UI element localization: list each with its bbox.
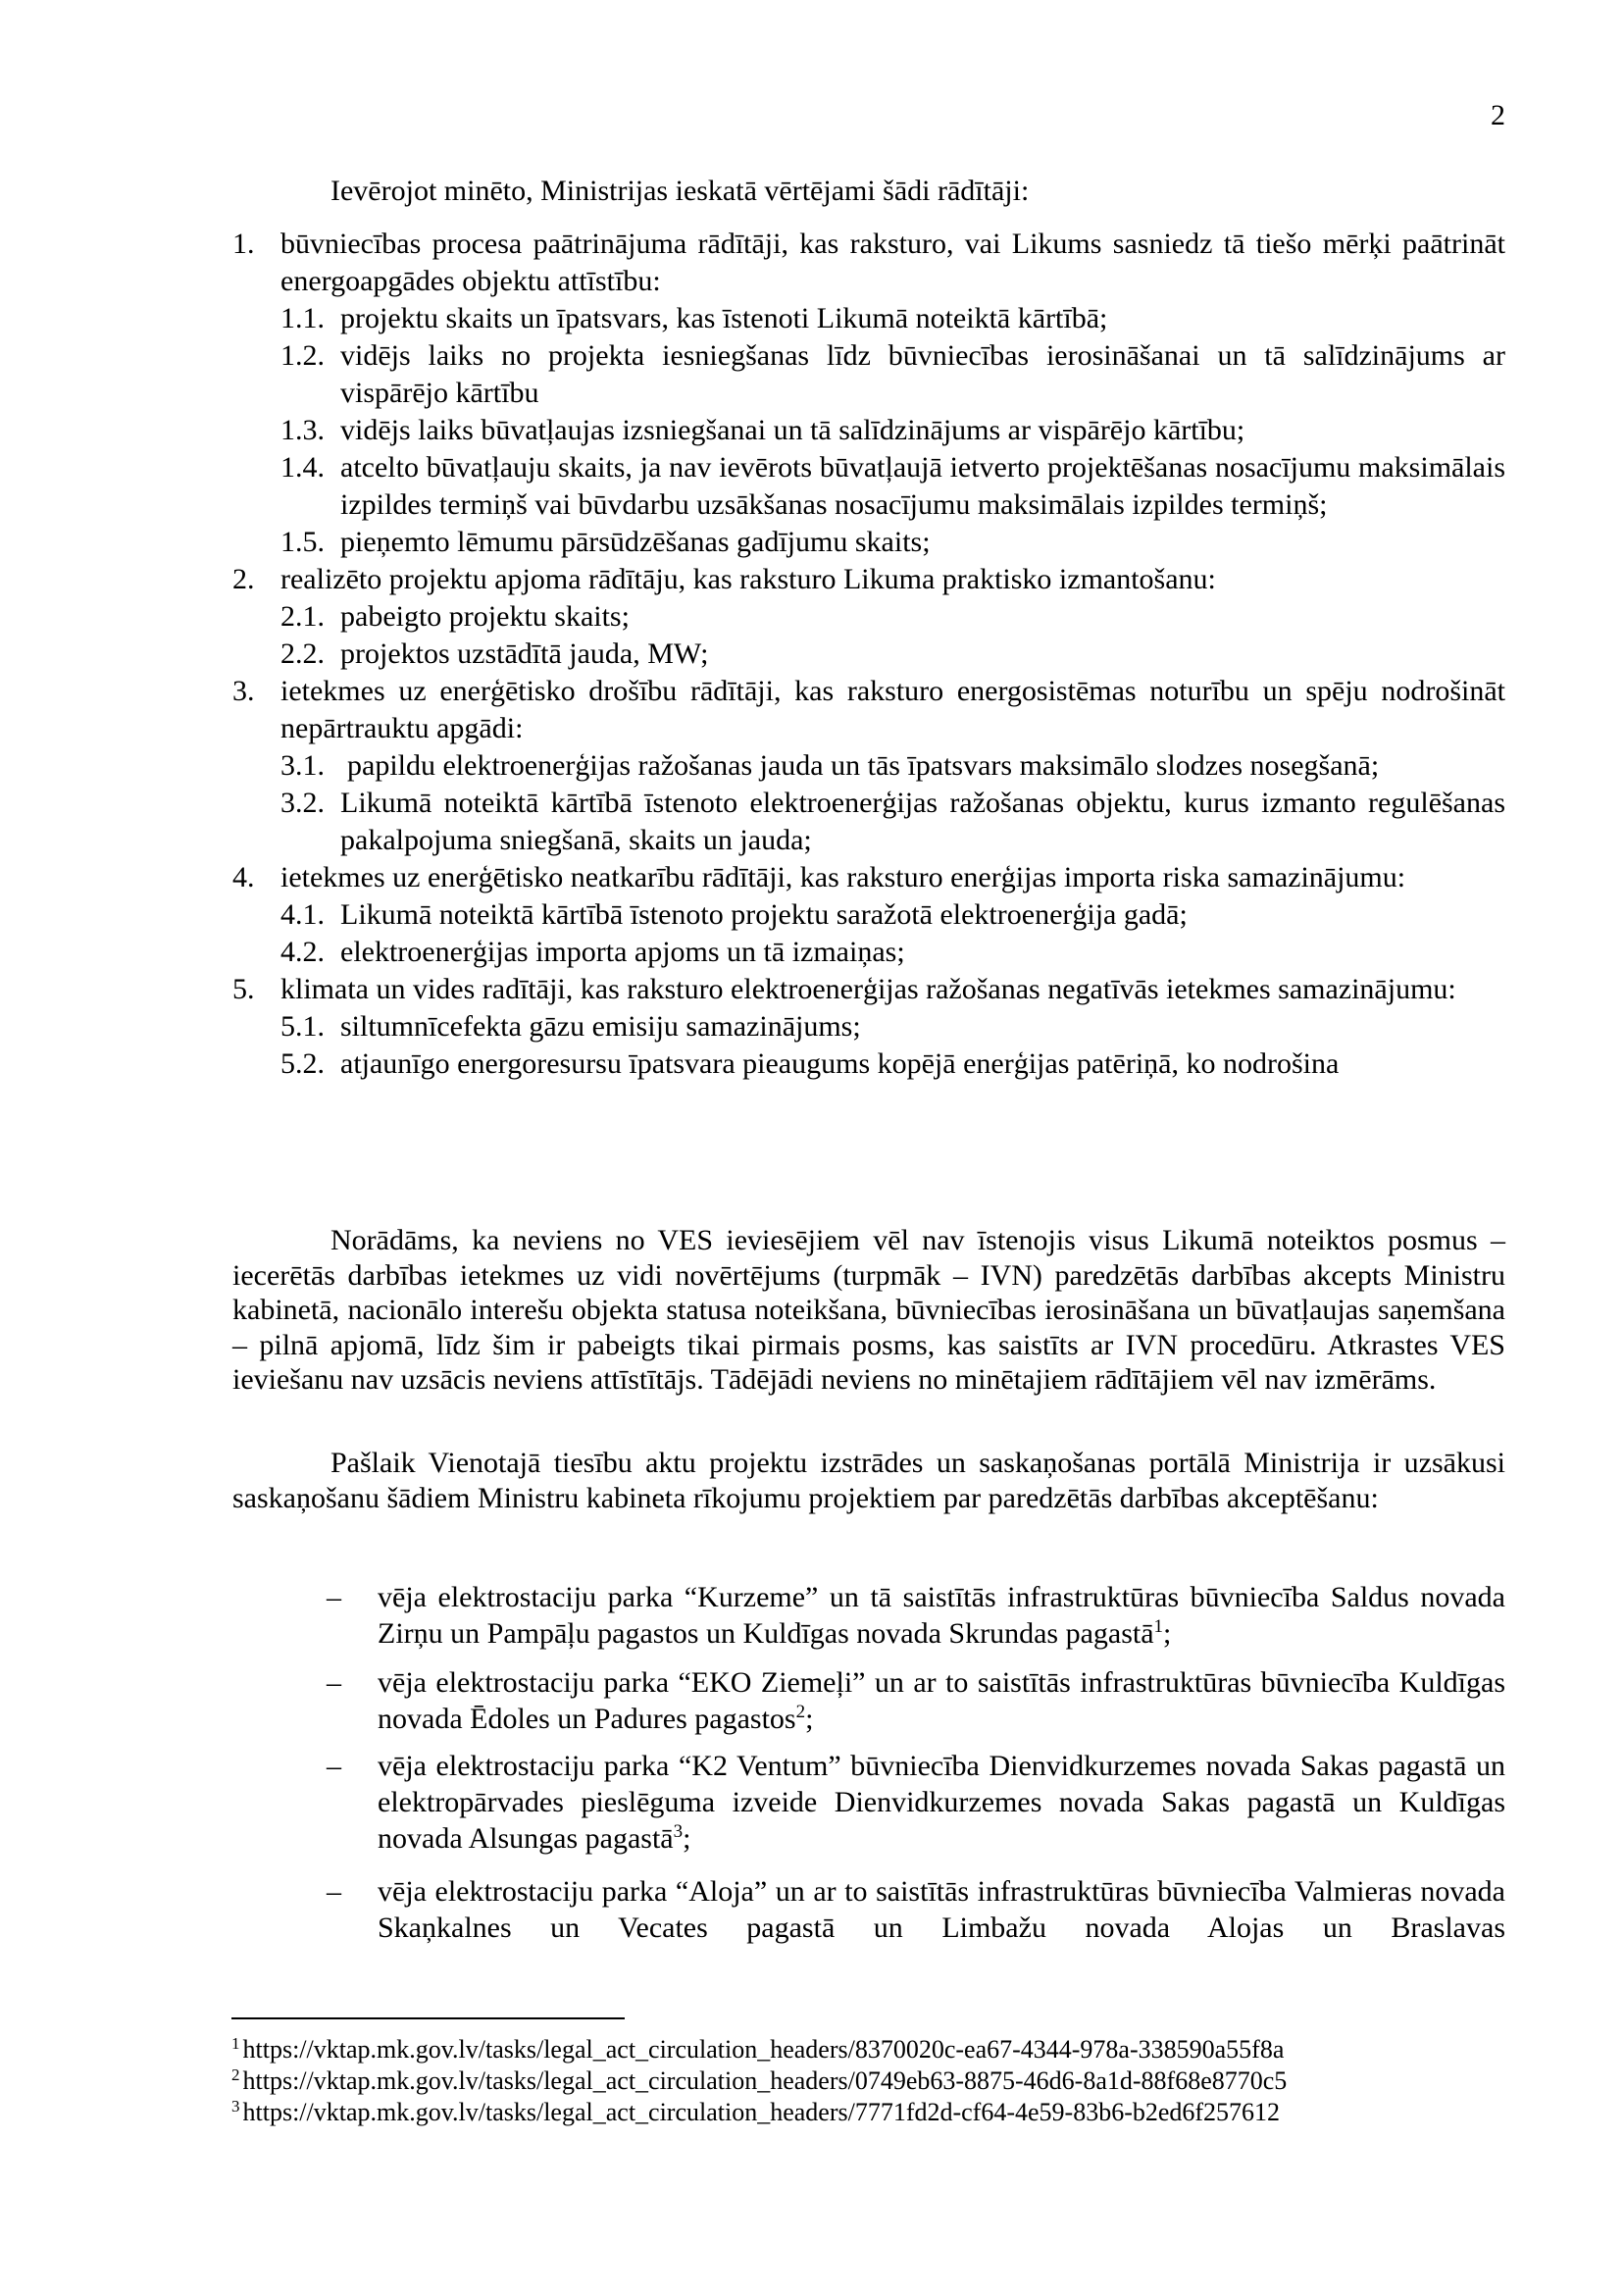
subitem-text: atjaunīgo energoresursu īpatsvara pieaugums kopējā enerģijas patēriņā, ko nodrošina	[340, 1047, 1340, 1080]
punctuation: ;	[1163, 1617, 1172, 1650]
subitem-number: 3.1.	[280, 749, 325, 782]
subitem-text: pieņemto lēmumu pārsūdzēšanas gadījumu skaits;	[340, 526, 931, 558]
item-number: 3.	[232, 675, 255, 707]
item-number: 4.	[232, 861, 255, 893]
item-number: 2.	[232, 563, 255, 595]
item-text: būvniecības procesa paātrinājuma rādītāji, kas raksturo, vai Likums sasniedz tā tiešo mērķi paātrināt energoapgādes objektu attīstību:	[280, 228, 1505, 297]
subitem-number: 5.2.	[280, 1047, 325, 1080]
footnote	[231, 2097, 1287, 2128]
project-text: vēja elektrostaciju parka “Kurzeme” un tā saistītās infrastruktūras būvniecība Saldus novada Zirņu un Pampāļu pagastos un Kuldīgas novada Skrundas pagastā	[378, 1581, 1505, 1650]
item-text: ietekmes uz enerģētisko neatkarību rādītāji, kas raksturo enerģijas importa riska samazinājumu:	[280, 861, 1406, 893]
punctuation: ;	[683, 1822, 691, 1855]
indicator-subitem	[280, 337, 1505, 412]
footnote-ref[interactable]: 3	[673, 1821, 684, 1842]
indicator-subitem	[280, 412, 1505, 449]
subitem-number: 1.2.	[280, 339, 325, 372]
item-text: realizēto projektu apjoma rādītāju, kas raksturo Likuma praktisko izmantošanu:	[280, 563, 1216, 595]
footnote-ref[interactable]: 1	[1153, 1616, 1164, 1637]
indicator-subitem	[280, 1045, 1505, 1083]
project-list-item	[327, 1579, 1505, 1652]
project-text: vēja elektrostaciju parka “EKO Ziemeļi” un ar to saistītās infrastruktūras būvniecība Kuldīgas novada Ēdoles un Padures pagastos	[378, 1666, 1505, 1735]
subitem-text: vidējs laiks no projekta iesniegšanas līdz būvniecības ierosināšanai un tā salīdzinājums ar vispārējo kārtību	[340, 339, 1505, 409]
bullet-dash: –	[327, 1750, 341, 1782]
page-number: 2	[1491, 99, 1505, 131]
project-list-item	[327, 1664, 1505, 1737]
subitem-number: 4.1.	[280, 898, 325, 931]
footnote-ref[interactable]: 2	[795, 1702, 806, 1722]
subitem-text: atcelto būvatļauju skaits, ja nav ievērots būvatļaujā ietverto projektēšanas nosacījumu maksimālais izpildes termiņš vai būvdarbu uzsākšanas nosacījumu maksimālais izpildes termiņš;	[340, 451, 1505, 521]
project-list-item	[327, 1873, 1505, 1946]
subitem-number: 1.3.	[280, 414, 325, 446]
project-text: vēja elektrostaciju parka “K2 Ventum” būvniecība Dienvidkurzemes novada Sakas pagastā un elektropārvades pieslēguma izveide Dienvidkurzemes novada Sakas pagastā un Kuldīgas novada Alsungas pagastā	[378, 1750, 1505, 1855]
indicator-item	[232, 859, 1505, 896]
punctuation: ;	[805, 1703, 814, 1735]
subitem-text: projektos uzstādītā jauda, MW;	[340, 637, 709, 670]
subitem-number: 4.2.	[280, 936, 325, 968]
subitem-number: 2.1.	[280, 600, 325, 633]
subitem-text: papildu elektroenerģijas ražošanas jauda un tās īpatsvars maksimālo slodzes nosegšanā;	[347, 749, 1380, 782]
indicator-subitem	[280, 785, 1505, 859]
footnote-number: 1	[231, 2034, 240, 2053]
footnote-link[interactable]: https://vktap.mk.gov.lv/tasks/legal_act_circulation_headers/8370020c-ea67-4344-978a-338590a55f8a	[242, 2035, 1285, 2064]
indicator-subitem	[280, 449, 1505, 524]
subitem-text: projektu skaits un īpatsvars, kas īstenoti Likumā noteiktā kārtībā;	[340, 302, 1108, 334]
indicator-subitem	[280, 934, 1505, 971]
subitem-number: 3.2.	[280, 787, 325, 819]
subitem-number: 1.4.	[280, 451, 325, 484]
subitem-number: 1.5.	[280, 526, 325, 558]
indicator-item	[232, 971, 1505, 1008]
project-list-item	[327, 1748, 1505, 1857]
indicator-item	[232, 673, 1505, 747]
indicator-item	[232, 226, 1505, 300]
subitem-number: 1.1.	[280, 302, 325, 334]
subitem-text: Likumā noteiktā kārtībā īstenoto projektu saražotā elektroenerģija gadā;	[340, 898, 1188, 931]
subitem-text: vidējs laiks būvatļaujas izsniegšanai un tā salīdzinājums ar vispārējo kārtību;	[340, 414, 1245, 446]
indicator-subitem	[280, 524, 1505, 561]
bullet-dash: –	[327, 1581, 341, 1613]
bullet-dash: –	[327, 1875, 341, 1908]
subitem-text: elektroenerģijas importa apjoms un tā izmaiņas;	[340, 936, 905, 968]
indicator-subitem	[280, 1008, 1505, 1045]
indicator-item	[232, 561, 1505, 598]
footnote-link[interactable]: https://vktap.mk.gov.lv/tasks/legal_act_circulation_headers/7771fd2d-cf64-4e59-83b6-b2ed6f257612	[242, 2098, 1281, 2126]
footnote	[231, 2034, 1287, 2065]
indicator-subitem	[280, 598, 1505, 636]
footnotes	[231, 2034, 1287, 2128]
footnote	[231, 2065, 1287, 2097]
subitem-number: 2.2.	[280, 637, 325, 670]
subitem-text: pabeigto projektu skaits;	[340, 600, 630, 633]
bullet-dash: –	[327, 1666, 341, 1699]
footnote-number: 2	[231, 2065, 240, 2084]
indicator-subitem	[280, 747, 1505, 785]
footnote-link[interactable]: https://vktap.mk.gov.lv/tasks/legal_act_circulation_headers/0749eb63-8875-46d6-8a1d-88f68e8770c5	[242, 2066, 1288, 2095]
status-paragraph: Norādāms, ka neviens no VES ieviesējiem vēl nav īstenojis visus Likumā noteiktos posmus – iecerētās darbības ietekmes uz vidi novērtējums (turpmāk – IVN) paredzētās darbības akcepts Ministru kabinetā, nacionālo interešu objekta statusa noteikšana, būvniecības ierosināšana un būvatļaujas saņemšana – pilnā apjomā, līdz šim ir pabeigts tikai pirmais posms, kas saistīts ar IVN procedūru. Atkrastes VES ieviešanu nav uzsācis neviens attīstītājs. Tādējādi neviens no minētajiem rādītājiem vēl nav izmērāms.	[232, 1224, 1505, 1396]
subitem-number: 5.1.	[280, 1010, 325, 1043]
intro-paragraph: Ievērojot minēto, Ministrijas ieskatā vērtējami šādi rādītāji:	[330, 175, 1030, 207]
item-number: 5.	[232, 973, 255, 1005]
item-text: klimata un vides radītāji, kas raksturo elektroenerģijas ražošanas negatīvās ietekmes samazinājumu:	[280, 973, 1456, 1005]
item-number: 1.	[232, 228, 255, 260]
indicator-subitem	[280, 896, 1505, 934]
project-text: vēja elektrostaciju parka “Aloja” un ar to saistītās infrastruktūras būvniecība Valmieras novada Skaņkalnes un Vecates pagastā un Limbažu novada Alojas un Braslavas	[378, 1875, 1505, 1944]
footnote-number: 3	[231, 2097, 240, 2116]
indicator-list	[232, 226, 1505, 1083]
indicator-subitem	[280, 636, 1505, 673]
indicator-subitem	[280, 300, 1505, 337]
subitem-text: Likumā noteiktā kārtībā īstenoto elektroenerģijas ražošanas objektu, kurus izmanto regulēšanas pakalpojuma sniegšanā, skaits un jauda;	[340, 787, 1505, 856]
portal-paragraph: Pašlaik Vienotajā tiesību aktu projektu izstrādes un saskaņošanas portālā Ministrija ir uzsākusi saskaņošanu šādiem Ministru kabineta rīkojumu projektiem par paredzētās darbības akceptēšanu:	[232, 1447, 1505, 1514]
subitem-text: siltumnīcefekta gāzu emisiju samazinājums;	[340, 1010, 861, 1043]
footnote-separator	[231, 2017, 625, 2019]
item-text: ietekmes uz enerģētisko drošību rādītāji, kas raksturo energosistēmas noturību un spēju nodrošināt nepārtrauktu apgādi:	[280, 675, 1505, 744]
